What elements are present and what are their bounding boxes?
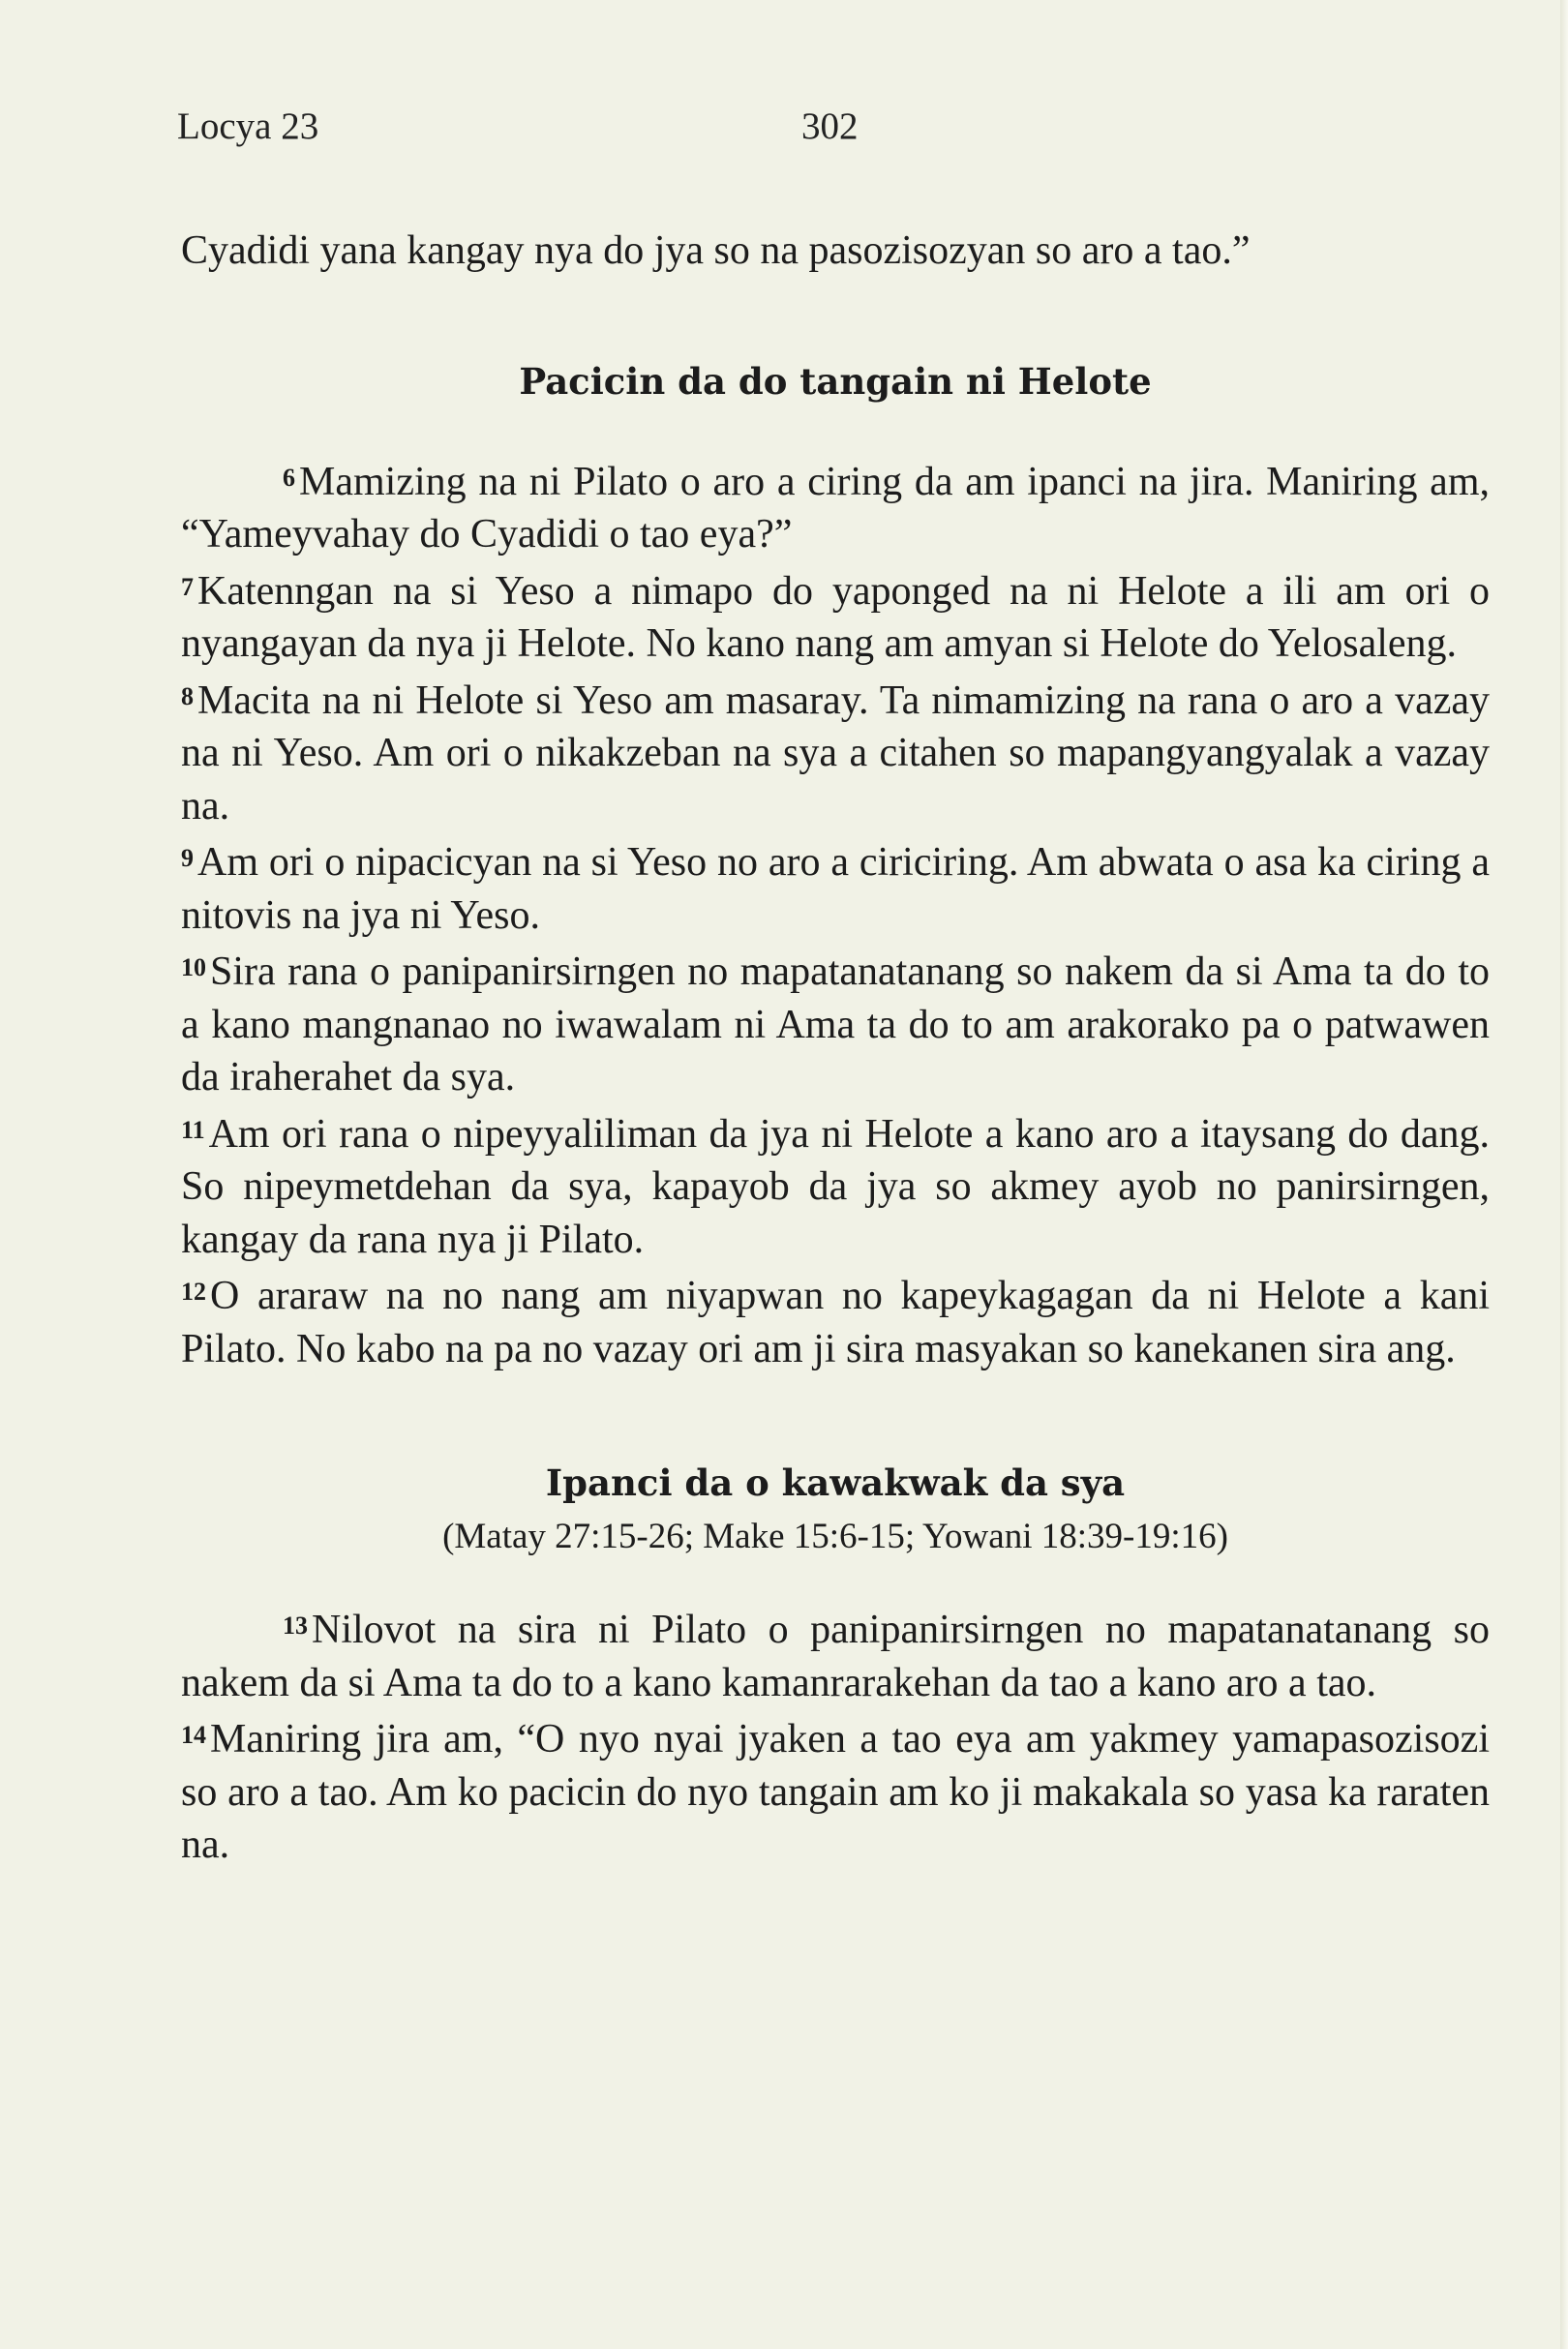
verse-6	[181, 452, 1490, 561]
verse-12	[181, 1266, 1490, 1375]
verse-number: 8	[181, 681, 194, 710]
verse-11	[181, 1104, 1490, 1267]
verse-text: Katenngan na si Yeso a nimapo do yaponged na ni Helote a ili am ori o nyangayan da nya ji Helote. No kano nang am amyan si Helote do Yelosaleng.	[181, 568, 1490, 666]
section-heading-kawakwak: Ipanci da o kawakwak da sya	[545, 1461, 1126, 1504]
page-number: 302	[801, 105, 859, 147]
verse-text: Maniring jira am, “O nyo nyai jyaken a tao eya am yakmey yamapasozisozi so aro a tao. Am ko pacicin do nyo tangain am ko ji makakala so yasa ka raraten na.	[181, 1717, 1490, 1867]
intro-paragraph: Cyadidi yana kangay nya do jya so na pasozisozyan so aro a tao.”	[181, 228, 1251, 273]
verse-number: 11	[181, 1115, 205, 1144]
verse-text: Mamizing na ni Pilato o aro a ciring da am ipanci na jira. Maniring am, “Yameyvahay do Cyadidi o tao eya?”	[181, 459, 1490, 557]
verse-number: 13	[283, 1611, 308, 1640]
verse-text: Macita na ni Helote si Yeso am masaray. Ta nimamizing na rana o aro a vazay na ni Yeso. Am ori o nikakzeban na sya a citahen so mapangyangyalak a vazay na.	[181, 678, 1490, 828]
verse-number: 6	[283, 463, 295, 492]
verse-10	[181, 942, 1490, 1104]
verse-text: O araraw na no nang am niyapwan no kapeykagagan da ni Helote a kani Pilato. No kabo na pa no vazay ori am ji sira masyakan so kanekanen sira ang.	[181, 1274, 1490, 1371]
verse-number: 12	[181, 1278, 206, 1306]
section-heading-helote: Pacicin da do tangain ni Helote	[519, 359, 1152, 403]
verse-13	[181, 1600, 1490, 1709]
verse-text: Am ori rana o nipeyyaliliman da jya ni Helote a kano aro a itaysang do dang. So nipeymetdehan da sya, kapayob da jya so akmey ayob no panirsirngen, kangay da rana nya ji Pilato.	[181, 1111, 1490, 1262]
verse-number: 9	[181, 844, 194, 872]
verse-14	[181, 1709, 1490, 1872]
verse-8	[181, 671, 1490, 833]
page-body	[181, 225, 1490, 1872]
page-edge	[1560, 0, 1568, 2349]
cross-reference: (Matay 27:15-26; Make 15:6-15; Yowani 18:39-19:16)	[442, 1517, 1228, 1556]
verse-number: 7	[181, 572, 194, 601]
verse-9	[181, 832, 1490, 942]
page-header	[177, 105, 1493, 153]
verse-text: Sira rana o panipanirsirngen no mapatanatanang so nakem da si Ama ta do to a kano mangnanao no iwawalam ni Ama ta do to am arakorako pa o patwawen da iraherahet da sya.	[181, 949, 1490, 1099]
running-head: Locya 23	[177, 105, 319, 147]
verse-text: Nilovot na sira ni Pilato o panipanirsirngen no mapatanatanang so nakem da si Ama ta do to a kano kamanrarakehan da tao a kano aro a tao.	[181, 1608, 1490, 1705]
verse-number: 14	[181, 1721, 206, 1749]
verse-7	[181, 561, 1490, 671]
verse-number: 10	[181, 953, 206, 981]
verse-text: Am ori o nipacicyan na si Yeso no aro a ciriciring. Am abwata o asa ka ciring a nitovis na jya ni Yeso.	[181, 840, 1490, 938]
